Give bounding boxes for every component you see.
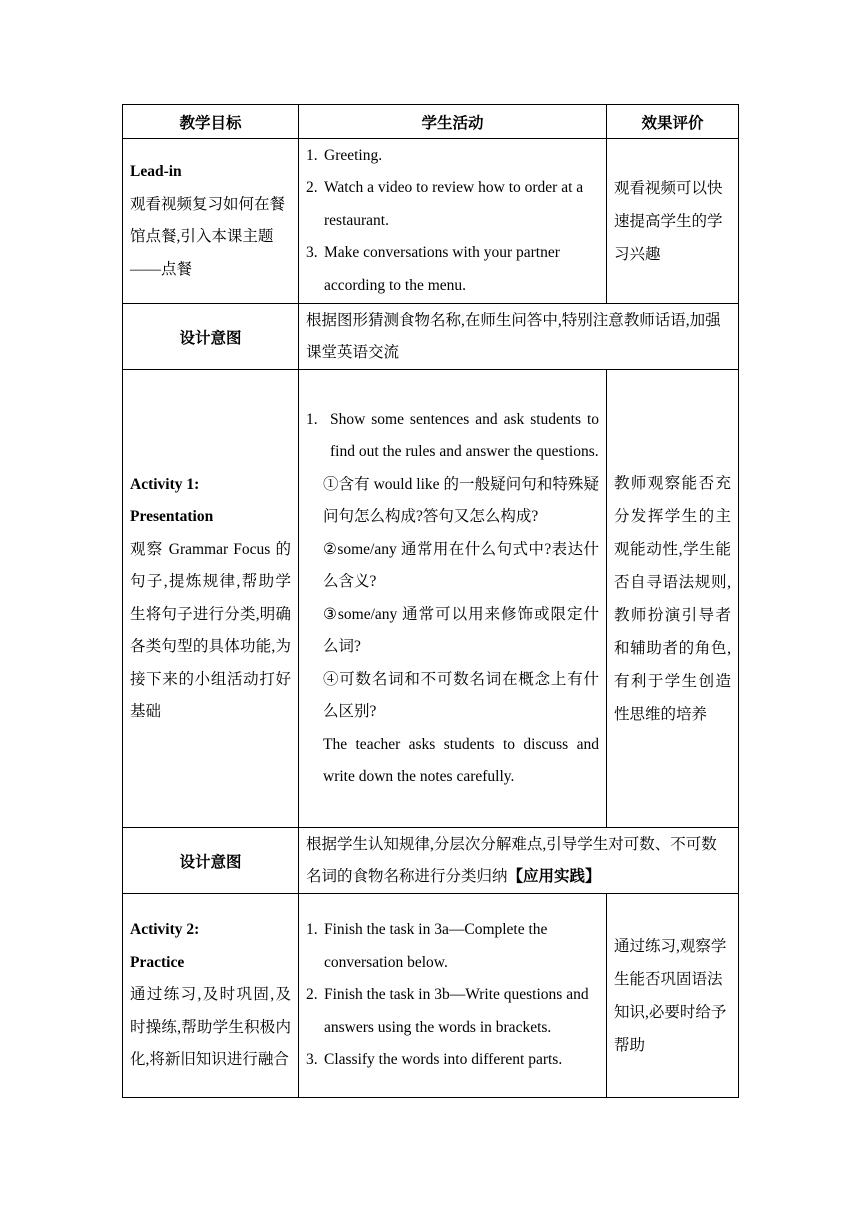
activity2-goal-cell <box>123 894 299 1098</box>
activity2-activity-cell <box>299 894 607 1098</box>
list-item: 2. Finish the task in 3b—Write questions and answers using the words in brackets. <box>306 986 589 1036</box>
list-item: 1. Greeting. <box>306 146 383 164</box>
activity1-activity-list <box>306 404 599 469</box>
intent2-tag: 【应用实践】 <box>507 867 601 885</box>
intent1-label: 设计意图 <box>123 304 299 370</box>
activity1-closing: The teacher asks students to discuss and write down the notes carefully. <box>323 735 599 785</box>
question-3: ③some/any 通常可以用来修饰或限定什么词? <box>323 605 599 655</box>
header-activity: 学生活动 <box>299 105 607 139</box>
activity1-title-line1: Activity 1: <box>130 475 200 493</box>
activity1-title-line2: Presentation <box>130 508 214 525</box>
intent2-row <box>123 828 739 894</box>
header-goal: 教学目标 <box>123 105 299 139</box>
activity1-row <box>123 370 739 828</box>
list-item: 3. Classify the words into different parts. <box>306 1051 563 1069</box>
activity2-title-line2: Practice <box>130 953 185 971</box>
intent1-row <box>123 304 739 370</box>
question-1: ①含有 would like 的一般疑问句和特殊疑问句怎么构成?答句又怎么构成? <box>323 475 599 525</box>
activity1-questions <box>306 469 599 794</box>
activity1-goal-cell <box>123 370 299 828</box>
activity1-activity-cell <box>299 370 607 828</box>
leadin-goal-cell <box>123 139 299 304</box>
activity2-row <box>123 894 739 1098</box>
leadin-evaluation-cell: 观看视频可以快速提高学生的学习兴趣 <box>607 139 739 304</box>
header-evaluation: 效果评价 <box>607 105 739 139</box>
intent1-text: 根据图形猜测食物名称,在师生问答中,特别注意教师话语,加强课堂英语交流 <box>299 304 739 370</box>
leadin-row <box>123 139 739 304</box>
leadin-activity-cell <box>299 139 607 304</box>
activity2-goal-text: 通过练习,及时巩固,及时操练,帮助学生积极内化,将新旧知识进行融合 <box>130 986 291 1069</box>
list-item: 2. Watch a video to review how to order at a restaurant. <box>306 179 584 229</box>
activity2-title-line1: Activity 2: <box>130 921 200 939</box>
leadin-title: Lead-in <box>130 163 182 180</box>
question-2: ②some/any 通常用在什么句式中?表达什么含义? <box>323 540 599 590</box>
lesson-plan-table <box>122 104 739 1098</box>
question-4: ④可数名词和不可数名词在概念上有什么区别? <box>323 670 599 720</box>
list-item: 1. Show some sentences and ask students to find out the rules and answer the questions. <box>306 410 599 460</box>
list-item: 3. Make conversations with your partner according to the menu. <box>306 244 560 294</box>
intent2-text: 根据学生认知规律,分层次分解难点,引导学生对可数、不可数名词的食物名称进行分类归纳 <box>306 835 717 885</box>
activity1-evaluation-cell: 教师观察能否充分发挥学生的主观能动性,学生能否自寻语法规则,教师扮演引导者和辅助者的角色,有利于学生创造性思维的培养 <box>607 370 739 828</box>
activity2-evaluation-cell: 通过练习,观察学生能否巩固语法知识,必要时给予帮助 <box>607 894 739 1098</box>
header-row <box>123 105 739 139</box>
list-item: 1. Finish the task in 3a—Complete the conversation below. <box>306 921 548 971</box>
leadin-activity-list <box>306 140 599 303</box>
activity1-goal-text: 观察 Grammar Focus 的句子,提炼规律,帮助学生将句子进行分类,明确各类句型的具体功能,为接下来的小组活动打好基础 <box>130 540 291 720</box>
activity2-activity-list <box>306 914 599 1077</box>
leadin-goal-text: 观看视频复习如何在餐馆点餐,引入本课主题——点餐 <box>130 195 286 278</box>
intent2-text-cell <box>299 828 739 894</box>
intent2-label: 设计意图 <box>123 828 299 894</box>
